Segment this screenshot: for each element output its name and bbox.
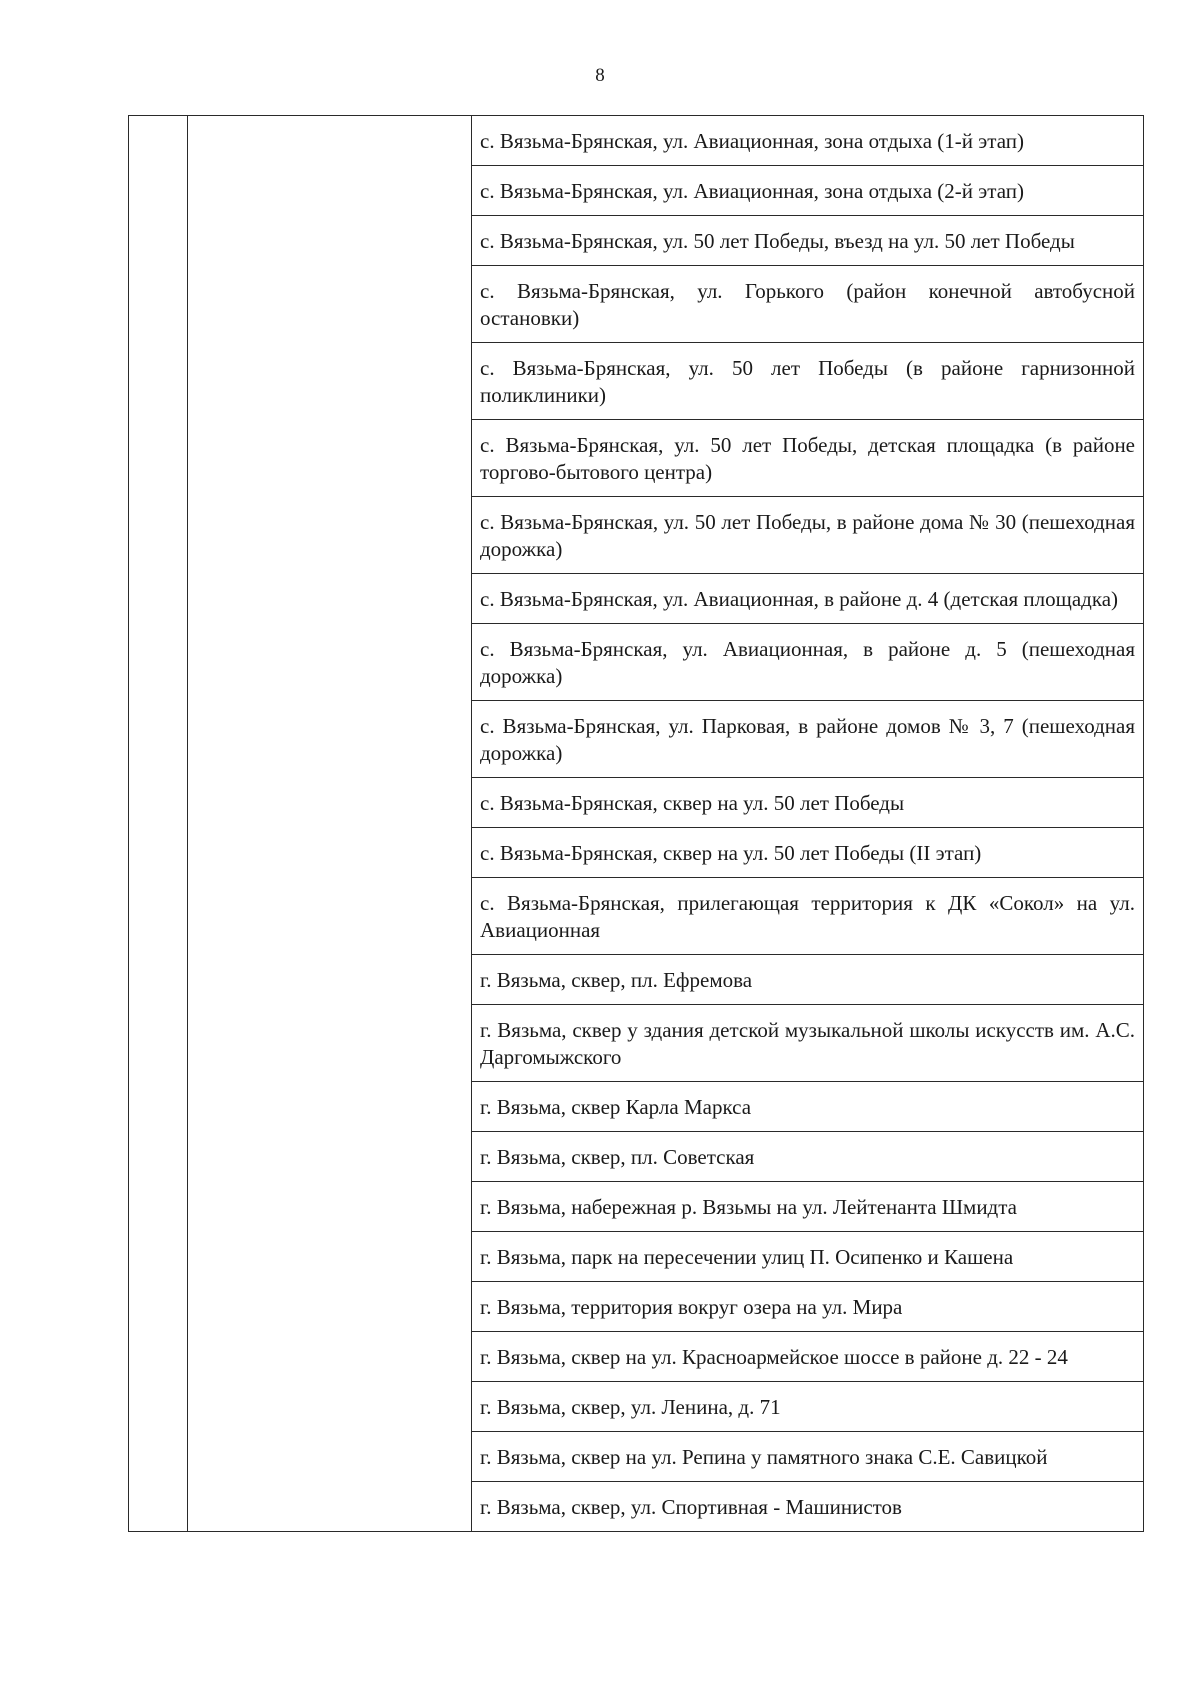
number-cell: [129, 116, 188, 1532]
table-row: [129, 116, 1144, 1532]
list-item: г. Вязьма, сквер на ул. Репина у памятного знака С.Е. Савицкой: [472, 1432, 1143, 1482]
places-cell: [472, 116, 1144, 1532]
list-item: с. Вязьма-Брянская, прилегающая территория к ДК «Сокол» на ул. Авиационная: [472, 878, 1143, 955]
list-item: г. Вязьма, сквер у здания детской музыкальной школы искусств им. А.С. Даргомыжского: [472, 1005, 1143, 1082]
list-item: г. Вязьма, территория вокруг озера на ул. Мира: [472, 1282, 1143, 1332]
list-item: г. Вязьма, сквер, пл. Советская: [472, 1132, 1143, 1182]
list-item: г. Вязьма, сквер на ул. Красноармейское шоссе в районе д. 22 - 24: [472, 1332, 1143, 1382]
list-item: с. Вязьма-Брянская, ул. 50 лет Победы, детская площадка (в районе торгово-бытового центра): [472, 420, 1143, 497]
list-item: с. Вязьма-Брянская, ул. 50 лет Победы, в районе дома № 30 (пешеходная дорожка): [472, 497, 1143, 574]
list-item: г. Вязьма, парк на пересечении улиц П. Осипенко и Кашена: [472, 1232, 1143, 1282]
list-item: с. Вязьма-Брянская, сквер на ул. 50 лет Победы (II этап): [472, 828, 1143, 878]
territories-table: [128, 115, 1144, 1532]
list-item: г. Вязьма, сквер, ул. Ленина, д. 71: [472, 1382, 1143, 1432]
list-item: с. Вязьма-Брянская, ул. Авиационная, зона отдыха (2-й этап): [472, 166, 1143, 216]
list-item: с. Вязьма-Брянская, сквер на ул. 50 лет Победы: [472, 778, 1143, 828]
list-item: с. Вязьма-Брянская, ул. Горького (район конечной автобусной остановки): [472, 266, 1143, 343]
list-item: г. Вязьма, сквер Карла Маркса: [472, 1082, 1143, 1132]
name-cell: [188, 116, 472, 1532]
list-item: с. Вязьма-Брянская, ул. Авиационная, в районе д. 4 (детская площадка): [472, 574, 1143, 624]
list-item: с. Вязьма-Брянская, ул. Авиационная, в районе д. 5 (пешеходная дорожка): [472, 624, 1143, 701]
list-item: с. Вязьма-Брянская, ул. Парковая, в районе домов № 3, 7 (пешеходная дорожка): [472, 701, 1143, 778]
list-item: г. Вязьма, набережная р. Вязьмы на ул. Лейтенанта Шмидта: [472, 1182, 1143, 1232]
page-number: 8: [595, 65, 605, 86]
list-item: г. Вязьма, сквер, пл. Ефремова: [472, 955, 1143, 1005]
list-item: с. Вязьма-Брянская, ул. 50 лет Победы, въезд на ул. 50 лет Победы: [472, 216, 1143, 266]
list-item: г. Вязьма, сквер, ул. Спортивная - Машинистов: [480, 1495, 902, 1519]
list-item: с. Вязьма-Брянская, ул. 50 лет Победы (в районе гарнизонной поликлиники): [472, 343, 1143, 420]
list-item: с. Вязьма-Брянская, ул. Авиационная, зона отдыха (1-й этап): [472, 116, 1143, 166]
